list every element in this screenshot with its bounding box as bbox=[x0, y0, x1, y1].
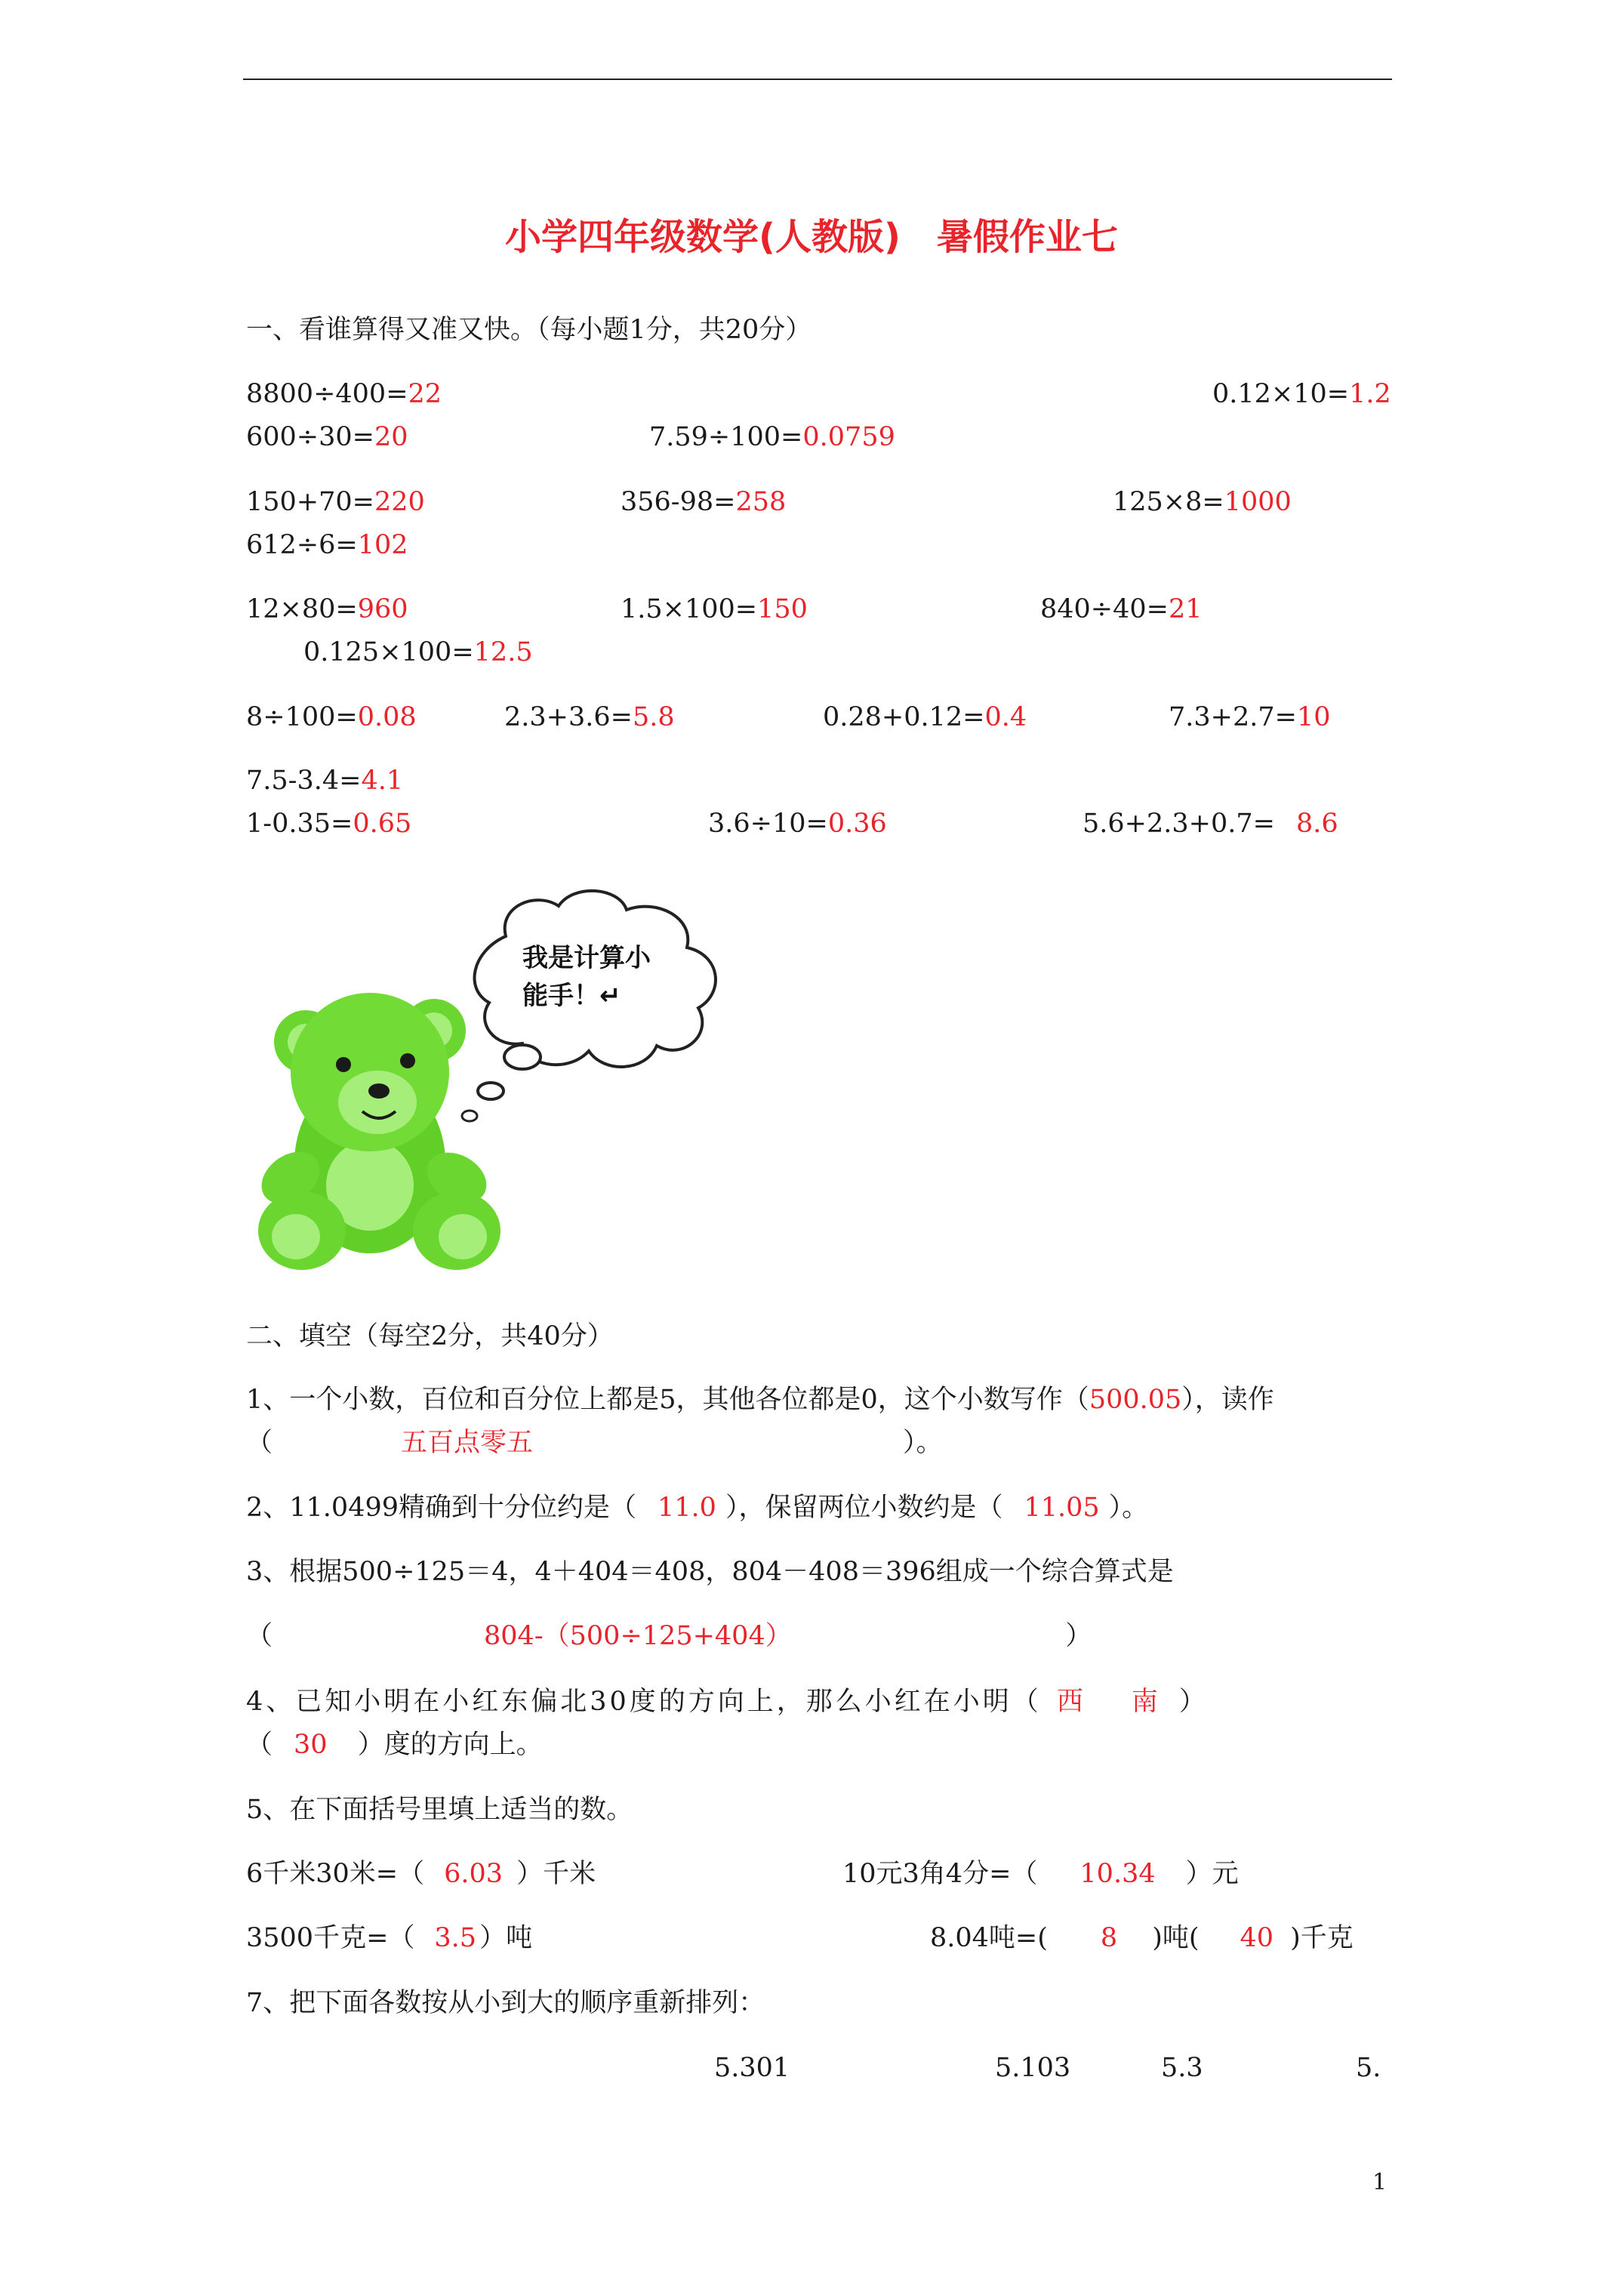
order-number: 5.301 bbox=[714, 2053, 790, 2083]
question-5: 5、在下面括号里填上适当的数。 bbox=[246, 1795, 633, 1825]
calc-item: 612÷6=102 bbox=[246, 530, 408, 560]
calc-item: 12×80=960 bbox=[246, 594, 408, 624]
order-number: 5.103 bbox=[995, 2053, 1071, 2083]
question-4: 4、已知小明在小红东偏北30度的方向上，那么小红在小明（ 西 南 ） bbox=[246, 1687, 1209, 1717]
bear-illustration bbox=[249, 876, 762, 1284]
question-5a: 6千米30米=（ 6.03 ）千米 bbox=[246, 1859, 596, 1889]
calc-item: 8800÷400=22 bbox=[246, 379, 442, 409]
calc-item: 840÷40=21 bbox=[1040, 594, 1203, 624]
calc-item: 0.28+0.12=0.4 bbox=[823, 702, 1027, 732]
calc-item: 1-0.35=0.65 bbox=[246, 809, 412, 839]
calc-item: 600÷30=20 bbox=[246, 422, 408, 452]
question-1: 1、一个小数，百位和百分位上都是5，其他各位都是0，这个小数写作（500.05），读作 bbox=[246, 1385, 1274, 1415]
page-number: 1 bbox=[1372, 2169, 1387, 2196]
calc-item: 0.125×100=12.5 bbox=[303, 637, 533, 667]
calc-item: 125×8=1000 bbox=[1113, 487, 1292, 517]
calc-item: 150+70=220 bbox=[246, 487, 425, 517]
question-3: 3、根据500÷125＝4，4＋404＝408，804－408＝396组成一个综合算式是 bbox=[246, 1557, 1174, 1587]
question-5d: 8.04吨=( 8 )吨( 40 )千克 bbox=[930, 1923, 1354, 1953]
calc-item: 8÷100=0.08 bbox=[246, 702, 417, 732]
question-5c: 3500千克=（ 3.5 ）吨 bbox=[246, 1923, 533, 1953]
bubble-line-1: 我是计算小 bbox=[522, 943, 651, 973]
bear-figure bbox=[251, 993, 500, 1270]
question-5b: 10元3角4分=（ 10.34 ）元 bbox=[842, 1859, 1239, 1889]
calc-item: 5.6+2.3+0.7= 8.6 bbox=[1083, 809, 1338, 839]
calc-item: 1.5×100=150 bbox=[621, 594, 808, 624]
calc-item: 7.5-3.4=4.1 bbox=[246, 766, 404, 796]
calc-item: 356-98=258 bbox=[621, 487, 787, 517]
question-7: 7、把下面各数按从小到大的顺序重新排列： bbox=[246, 1988, 765, 2018]
calc-item: 3.6÷10=0.36 bbox=[708, 809, 887, 839]
bubble-line-2: 能手！↵ bbox=[522, 981, 621, 1011]
question-4-line2: （ 30 ）度的方向上。 bbox=[246, 1730, 543, 1760]
page-title: 小学四年级数学(人教版) 暑假作业七 bbox=[505, 216, 1118, 258]
section1-heading: 一、看谁算得又准又快。（每小题1分，共20分） bbox=[246, 315, 812, 345]
question-2: 2、11.0499精确到十分位约是（ 11.0 ），保留两位小数约是（ 11.05 ）。 bbox=[246, 1493, 1149, 1523]
question-1-line2: （ 五百点零五 ）。 bbox=[246, 1428, 943, 1458]
calc-item: 2.3+3.6=5.8 bbox=[504, 702, 675, 732]
calc-item: 0.12×10=1.2 bbox=[1212, 379, 1391, 409]
order-number: 5.3 bbox=[1161, 2053, 1203, 2083]
calc-item: 7.59÷100=0.0759 bbox=[649, 422, 895, 452]
header-rule bbox=[243, 79, 1392, 80]
thought-bubble bbox=[462, 891, 716, 1121]
order-number: 5. bbox=[1356, 2053, 1381, 2083]
question-3-answer: （ 804-（500÷125+404） ） bbox=[246, 1621, 1092, 1651]
section2-heading: 二、填空（每空2分，共40分） bbox=[246, 1321, 614, 1351]
calc-item: 7.3+2.7=10 bbox=[1169, 702, 1331, 732]
